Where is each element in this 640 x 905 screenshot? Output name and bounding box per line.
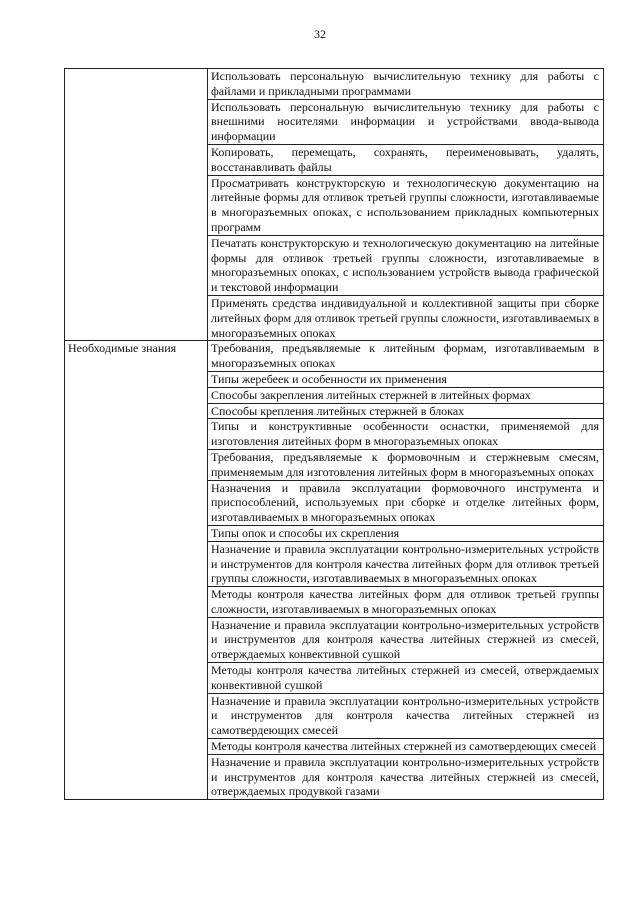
knowledge-item: Назначение и правила эксплуатации контрольно-измерительных устройств и инструментов для контроля качества литейных стержней из самотвердеющих смесей bbox=[208, 693, 604, 738]
table-body bbox=[65, 69, 604, 800]
knowledge-item: Требования, предъявляемые к формовочным и стержневым смесям, применяемым для изготовления литейных форм в многоразъемных опоках bbox=[208, 449, 604, 480]
competency-table bbox=[64, 68, 604, 800]
knowledge-item: Типы жеребеек и особенности их применения bbox=[208, 371, 604, 387]
knowledge-item: Требования, предъявляемые к литейным формам, изготавливаемым в многоразъемных опоках bbox=[208, 341, 604, 372]
knowledge-item: Назначение и правила эксплуатации контрольно-измерительных устройств и инструментов для контроля качества литейных стержней из смесей, отверждаемых продувкой газами bbox=[208, 754, 604, 799]
skill-item: Использовать персональную вычислительную технику для работы с файлами и прикладными программами bbox=[208, 69, 604, 100]
knowledge-item: Методы контроля качества литейных форм для отливок третьей группы сложности, изготавливаемых в многоразъемных опоках bbox=[208, 587, 604, 618]
knowledge-item: Назначение и правила эксплуатации контрольно-измерительных устройств и инструментов для контроля качества литейных стержней из смесей, отверждаемых конвективной сушкой bbox=[208, 617, 604, 662]
knowledge-item: Способы закрепления литейных стержней в литейных формах bbox=[208, 387, 604, 403]
knowledge-item: Методы контроля качества литейных стержней из самотвердеющих смесей bbox=[208, 739, 604, 755]
table-row bbox=[65, 341, 604, 372]
knowledge-item: Назначение и правила эксплуатации контрольно-измерительных устройств и инструментов для контроля качества литейных форм для отливок третьей группы сложности, изготавливаемых в многоразъемных опоках bbox=[208, 541, 604, 586]
page-number: 32 bbox=[314, 27, 326, 41]
knowledge-item: Типы опок и способы их скрепления bbox=[208, 525, 604, 541]
skill-item: Использовать персональную вычислительную технику для работы с внешними носителями информации и устройствами ввода-вывода информации bbox=[208, 99, 604, 144]
knowledge-item: Назначения и правила эксплуатации формовочного инструмента и приспособлений, используемых при сборке и отделке литейных форм, изготавливаемых в многоразъемных опоках bbox=[208, 480, 604, 525]
knowledge-item: Типы и конструктивные особенности оснастки, применяемой для изготовления литейных форм в многоразъемных опоках bbox=[208, 419, 604, 450]
skills-label-cell bbox=[65, 69, 208, 341]
skill-item: Просматривать конструкторскую и технологическую документацию на литейные формы для отливок третьей группы сложности, изготавливаемые в многоразъемных опоках, с использованием прикладных компьютерных программ bbox=[208, 175, 604, 235]
skill-item: Печатать конструкторскую и технологическую документацию на литейные формы для отливок третьей группы сложности, изготавливаемые в многоразъемных опоках, с использованием устройств вывода графической и текстовой информации bbox=[208, 235, 604, 295]
knowledge-item: Методы контроля качества литейных стержней из смесей, отверждаемых конвективной сушкой bbox=[208, 663, 604, 694]
skill-item: Применять средства индивидуальной и коллективной защиты при сборке литейных форм для отливок третьей группы сложности, изготавливаемых в многоразъемных опоках bbox=[208, 295, 604, 340]
table-row bbox=[65, 69, 604, 100]
knowledge-item: Способы крепления литейных стержней в блоках bbox=[208, 403, 604, 419]
knowledge-label-cell: Необходимые знания bbox=[65, 341, 208, 800]
skill-item: Копировать, перемещать, сохранять, переименовывать, удалять, восстанавливать файлы bbox=[208, 144, 604, 175]
